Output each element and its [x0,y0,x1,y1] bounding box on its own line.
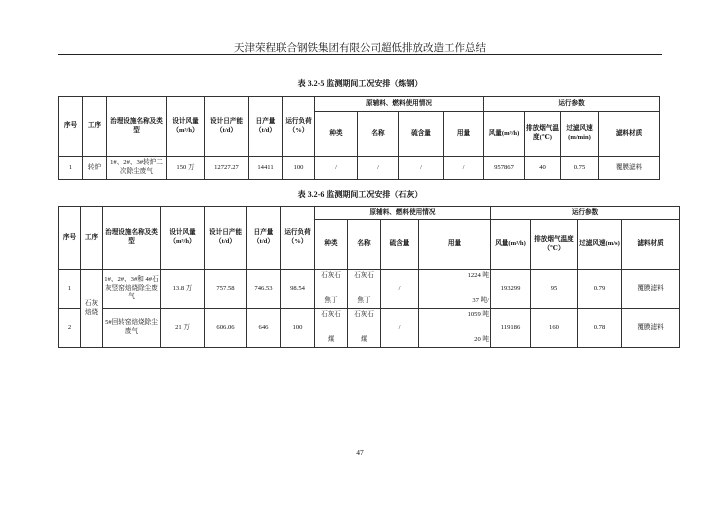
header-seq: 序号 [59,207,81,270]
usage-top: 1224 吨 [467,272,489,279]
table-lime [58,206,680,348]
cell-design-air: 150 万 [167,157,205,180]
cell-exhaust-temp: 40 [525,157,561,180]
cell-kind: / [315,157,358,180]
cell-seq: 1 [59,270,81,309]
cell-name [348,309,381,348]
header-running-group: 运行参数 [491,207,680,220]
header-facility: 治理设施名称及类型 [107,97,167,157]
header-sulfur: 硫含量 [399,112,444,157]
table-row [59,270,680,309]
header-daily-output: 日产量（t/d） [247,207,281,270]
cell-seq: 1 [59,157,83,180]
header-air-volume: 风量(m³/h) [484,112,525,157]
name-bottom: 焦丁 [357,297,371,305]
header-running-group: 运行参数 [484,97,660,112]
header-design-daily: 设计日产能（t/d） [205,207,247,270]
cell-load: 98.54 [281,270,315,309]
header-filter-material: 滤料材质 [622,220,680,270]
header-seq: 序号 [59,97,83,157]
table-row [59,309,680,348]
name-top: 石灰石 [354,311,374,318]
header-rule [58,54,662,55]
kind-top: 石灰石 [321,311,341,318]
header-usage: 用量 [444,112,484,157]
cell-daily-output: 14411 [249,157,283,180]
header-name: 名称 [348,220,381,270]
cell-exhaust-temp: 95 [531,270,578,309]
table-steelmaking [58,96,660,180]
kind-top: 石灰石 [321,272,341,279]
cell-load: 100 [283,157,315,180]
header-load: 运行负荷（%） [281,207,315,270]
cell-filter-speed: 0.79 [578,270,622,309]
cell-facility: 1#、2#、3#和 4#石灰竖窑焙烧除尘废气 [103,270,161,309]
cell-filter-speed: 0.78 [578,309,622,348]
name-bottom: 煤 [360,336,368,344]
header-kind: 种类 [315,220,348,270]
kind-bottom: 焦丁 [324,297,338,305]
header-air-volume: 风量(m³/h) [491,220,531,270]
usage-top: 1059 吨 [467,311,489,318]
cell-design-air: 21 万 [161,309,205,348]
header-exhaust-temp: 排放烟气温度（℃） [531,220,578,270]
table2-caption: 表 3.2-6 监测期间工况安排（石灰） [297,190,423,199]
header-design-air: 设计风量（m³/h） [161,207,205,270]
header-design-air: 设计风量（m³/h） [167,97,205,157]
cell-kind [315,270,348,309]
header-process: 工序 [83,97,107,157]
cell-name [348,270,381,309]
header-load: 运行负荷（%） [283,97,315,157]
kind-bottom: 煤 [327,336,335,344]
header-facility: 治理设施名称及类型 [103,207,161,270]
cell-facility: 5#回转窑焙烧除尘废气 [103,309,161,348]
cell-design-daily: 12727.27 [205,157,249,180]
cell-process-merged: 石灰焙烧 [81,270,103,348]
cell-air-volume: 119186 [491,309,531,348]
cell-load: 100 [281,309,315,348]
header-design-daily: 设计日产能（t/d） [205,97,249,157]
cell-design-air: 13.8 万 [161,270,205,309]
cell-filter-material: 覆膜滤料 [622,270,680,309]
table-row [59,157,660,180]
cell-process: 转炉 [83,157,107,180]
cell-daily-output: 646 [247,309,281,348]
table1-caption: 表 3.2-5 监测期间工况安排（炼钢） [297,79,423,88]
header-materials-group: 原辅料、燃料使用情况 [315,97,484,112]
header-process: 工序 [81,207,103,270]
cell-kind [315,309,348,348]
header-filter-speed: 过滤风速(m/min) [561,112,599,157]
document-header: 天津荣程联合钢铁集团有限公司超低排放改造工作总结 [234,42,486,54]
header-usage: 用量 [419,220,491,270]
header-materials-group: 原辅料、燃料使用情况 [315,207,491,220]
header-daily-output: 日产量（t/d） [249,97,283,157]
cell-daily-output: 746.53 [247,270,281,309]
cell-seq: 2 [59,309,81,348]
usage-bottom: 37 吨/ [472,297,489,305]
header-sulfur: 硫含量 [381,220,419,270]
cell-filter-material: 覆膜滤料 [622,309,680,348]
cell-design-daily: 757.58 [205,270,247,309]
cell-name: / [358,157,399,180]
header-kind: 种类 [315,112,358,157]
cell-air-volume: 957867 [484,157,525,180]
cell-usage: / [444,157,484,180]
page-number: 47 [356,448,364,457]
cell-sulfur: / [381,309,419,348]
cell-filter-material: 覆膜滤料 [599,157,660,180]
header-filter-material: 滤料材质 [599,112,660,157]
cell-usage [419,270,491,309]
cell-exhaust-temp: 160 [531,309,578,348]
header-exhaust-temp: 排放烟气温度(℃) [525,112,561,157]
cell-usage [419,309,491,348]
usage-bottom: 20 吨 [474,336,489,344]
cell-facility: 1#、2#、3#转炉二次除尘废气 [107,157,167,180]
header-filter-speed: 过滤风速(m/s) [578,220,622,270]
cell-sulfur: / [381,270,419,309]
cell-design-daily: 606.06 [205,309,247,348]
header-name: 名称 [358,112,399,157]
name-top: 石灰石 [354,272,374,279]
cell-air-volume: 193299 [491,270,531,309]
cell-filter-speed: 0.75 [561,157,599,180]
cell-sulfur: / [399,157,444,180]
